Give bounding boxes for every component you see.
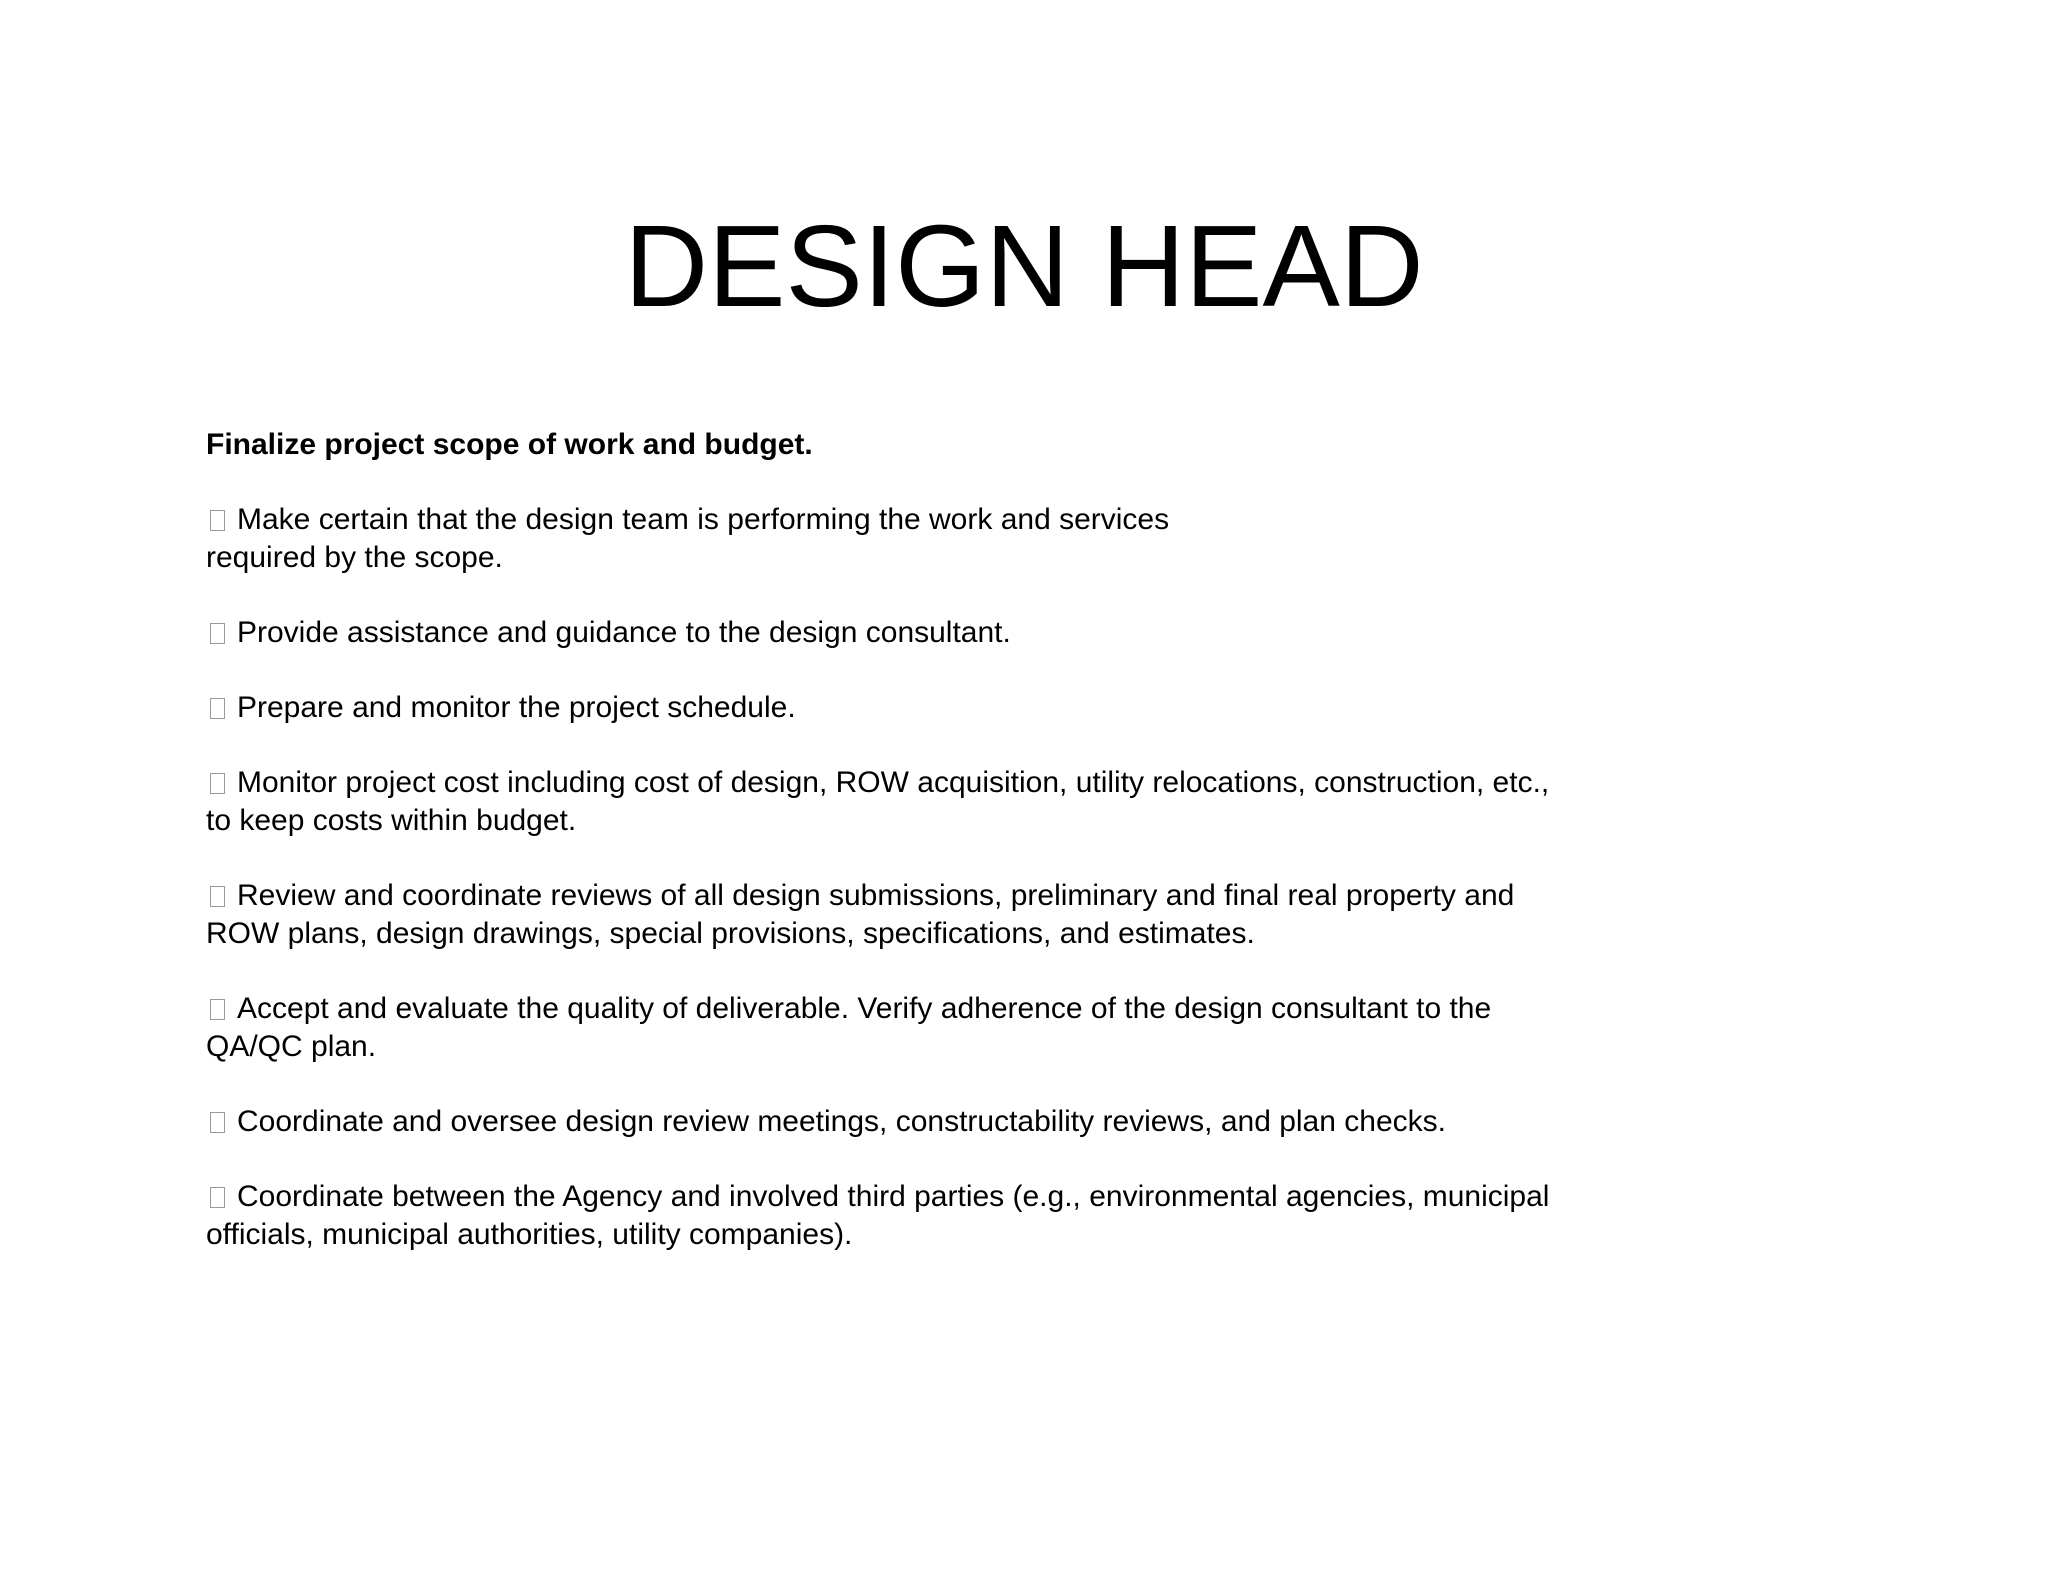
list-item xyxy=(206,877,1626,953)
list-item-line2: ROW plans, design drawings, special provisions, specifications, and estimates. xyxy=(206,917,1255,950)
list-item xyxy=(206,764,1626,840)
list-item-line1: Monitor project cost including cost of design, ROW acquisition, utility relocations, construction, etc., xyxy=(237,766,1550,799)
list-item-line1: Provide assistance and guidance to the design consultant. xyxy=(237,616,1011,649)
bullet-box-icon xyxy=(210,773,225,794)
page-title: DESIGN HEAD xyxy=(624,201,1424,331)
section-heading: Finalize project scope of work and budget. xyxy=(206,428,813,461)
list-item-line1: Prepare and monitor the project schedule. xyxy=(237,691,796,724)
list-item xyxy=(206,689,1626,727)
list-item-line2: officials, municipal authorities, utility companies). xyxy=(206,1218,853,1251)
list-item xyxy=(206,501,1626,577)
bullet-box-icon xyxy=(210,698,225,719)
list-item-line1: Review and coordinate reviews of all design submissions, preliminary and final real property and xyxy=(237,879,1515,912)
list-item-line1: Accept and evaluate the quality of deliverable. Verify adherence of the design consultant to the xyxy=(237,992,1492,1025)
list-item-line2: QA/QC plan. xyxy=(206,1030,377,1063)
list-item-line1: Coordinate between the Agency and involved third parties (e.g., environmental agencies, municipal xyxy=(237,1180,1550,1213)
list-item-line1: Coordinate and oversee design review meetings, constructability reviews, and plan checks. xyxy=(237,1105,1446,1138)
list-item xyxy=(206,990,1626,1066)
list-item xyxy=(206,1178,1626,1254)
list-item-line2: to keep costs within budget. xyxy=(206,804,577,837)
list-item-line1: Make certain that the design team is performing the work and services xyxy=(237,503,1170,536)
document-body xyxy=(206,426,1626,1291)
bullet-box-icon xyxy=(210,886,225,907)
bullet-box-icon xyxy=(210,1112,225,1133)
list-item-line2: required by the scope. xyxy=(206,541,503,574)
list-item xyxy=(206,614,1626,652)
bullet-box-icon xyxy=(210,999,225,1020)
bullet-box-icon xyxy=(210,623,225,644)
bullet-box-icon xyxy=(210,510,225,531)
bullet-box-icon xyxy=(210,1187,225,1208)
list-item xyxy=(206,1103,1626,1141)
